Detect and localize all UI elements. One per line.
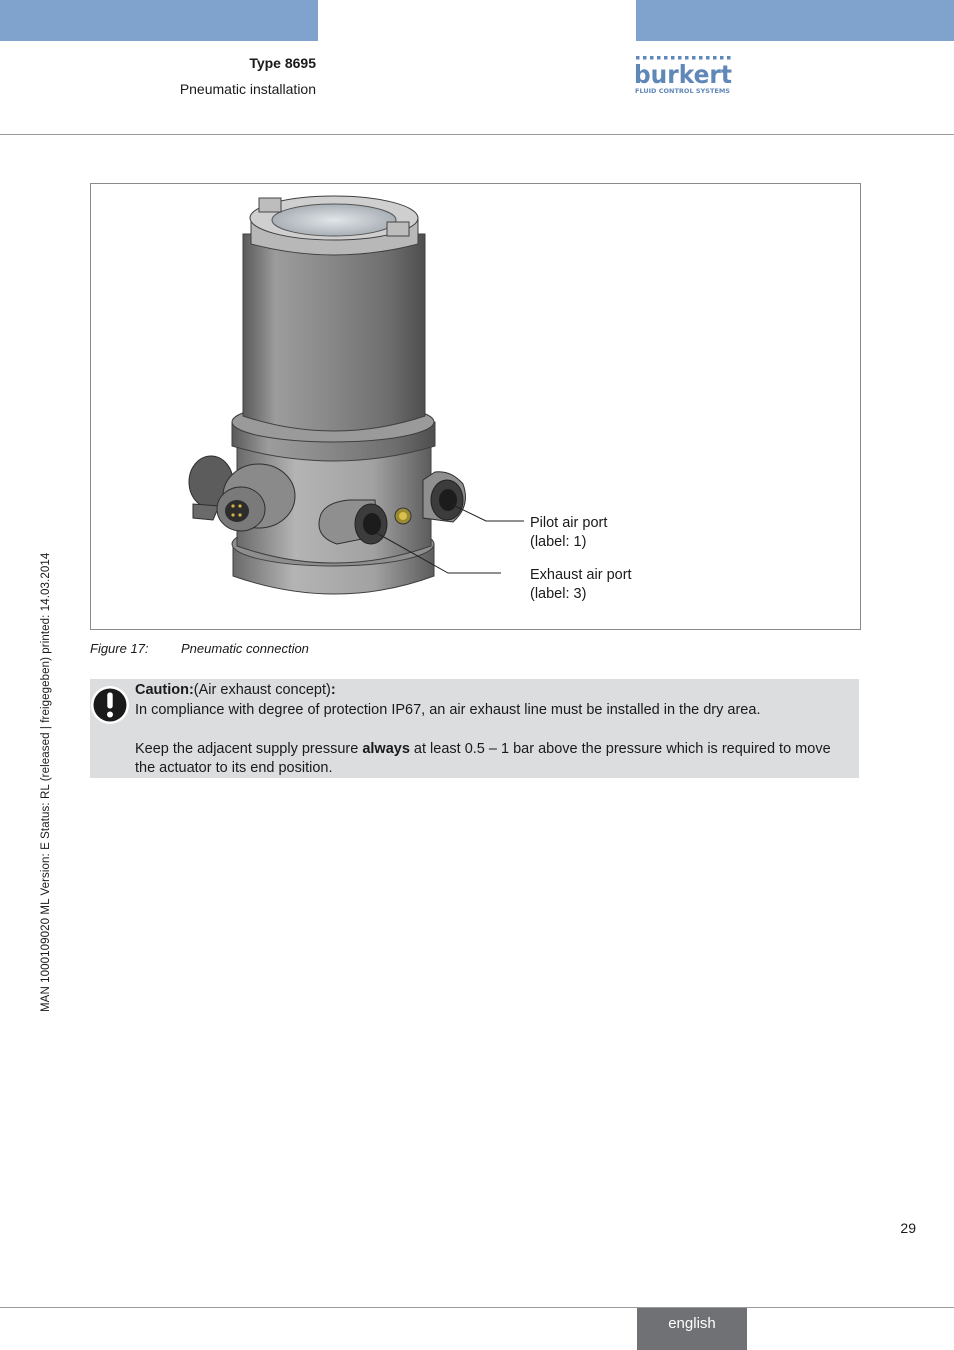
figure-frame bbox=[90, 183, 861, 630]
callout-pilot-air-port: Pilot air port (label: 1) bbox=[530, 515, 608, 550]
callout-exhaust-air-port: Exhaust air port (label: 3) bbox=[530, 567, 632, 602]
header-divider bbox=[0, 134, 954, 135]
header-band-left bbox=[0, 0, 318, 41]
figure-title: Pneumatic connection bbox=[181, 641, 309, 656]
header-band-right bbox=[636, 0, 954, 41]
document-status-note: MAN 1000109020 ML Version: E Status: RL (released | freigegeben) printed: 14.03.2014 bbox=[40, 552, 52, 1012]
section-title: Pneumatic installation bbox=[179, 81, 316, 97]
figure-number: Figure 17: bbox=[90, 641, 149, 656]
exclamation-icon bbox=[90, 685, 130, 725]
page-number: 29 bbox=[900, 1220, 916, 1236]
footer-divider bbox=[0, 1307, 954, 1308]
document-type: Type 8695 bbox=[249, 55, 316, 71]
figure-caption bbox=[90, 641, 309, 656]
language-tab: english bbox=[637, 1308, 747, 1350]
caution-heading: Caution:(Air exhaust concept): bbox=[135, 682, 336, 698]
svg-text:burkert: burkert bbox=[634, 60, 733, 89]
burkert-logo bbox=[634, 56, 734, 96]
logo-tagline: FLUID CONTROL SYSTEMS bbox=[635, 89, 730, 95]
caution-notice bbox=[90, 679, 859, 778]
positioner-illustration bbox=[91, 184, 860, 629]
caution-text bbox=[135, 681, 850, 779]
caution-line-1: In compliance with degree of protection IP67, an air exhaust line must be installed in the dry area. bbox=[135, 701, 761, 718]
caution-line-2: Keep the adjacent supply pressure always at least 0.5 – 1 bar above the pressure which is required to move the actuator to its end position. bbox=[135, 740, 831, 776]
